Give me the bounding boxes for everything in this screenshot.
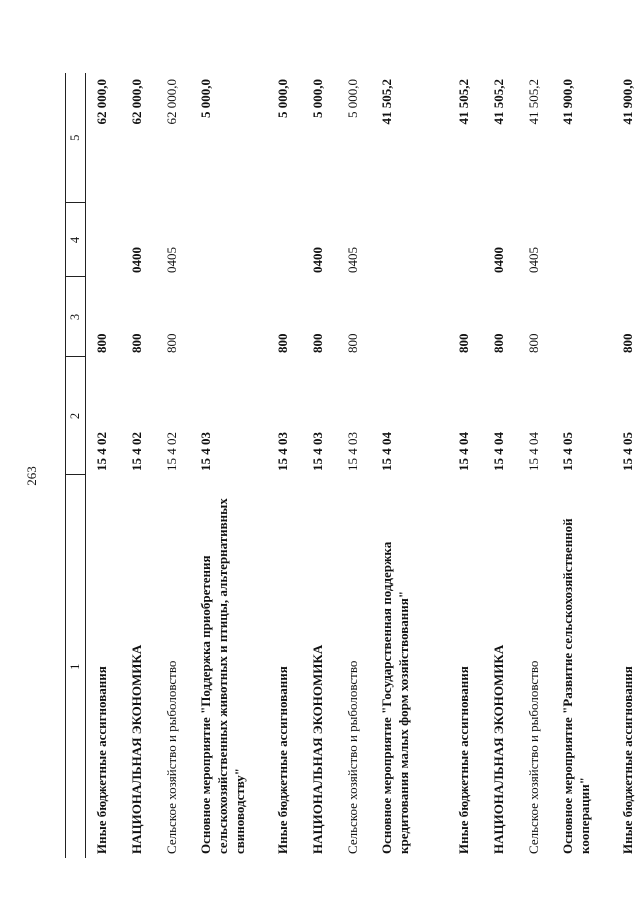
row-name: НАЦИОНАЛЬНАЯ ЭКОНОМИКА — [491, 644, 506, 854]
table-row — [337, 73, 372, 858]
row-expense-type — [191, 277, 267, 357]
row-section: 0405 — [164, 247, 179, 273]
row-section: 0405 — [526, 247, 541, 273]
row-name: Сельское хозяйство и рыболовство — [164, 660, 179, 854]
row-amount: 41 505,2 — [526, 79, 541, 125]
row-expense-type: 800 — [526, 333, 541, 353]
table-row — [448, 73, 483, 858]
row-name: Сельское хозяйство и рыболовство — [345, 660, 360, 854]
row-amount: 5 000,0 — [275, 79, 290, 118]
column-header-1: 1 — [66, 475, 86, 858]
row-code: 15 4 04 — [526, 432, 541, 471]
row-code: 15 4 03 — [275, 432, 290, 471]
table-body — [86, 73, 640, 858]
column-header-2: 2 — [66, 357, 86, 475]
row-section — [372, 203, 448, 277]
table-row — [267, 73, 302, 858]
table-row — [483, 73, 518, 858]
row-code: 15 4 02 — [129, 432, 144, 471]
row-code: 15 4 05 — [560, 432, 575, 471]
row-expense-type: 800 — [310, 333, 325, 353]
row-section: 0405 — [345, 247, 360, 273]
row-amount: 5 000,0 — [198, 79, 213, 118]
row-name: Основное мероприятие "Государственная поддержка кредитования малых форм хозяйствования" — [379, 541, 411, 854]
row-section — [553, 203, 612, 277]
budget-table — [65, 73, 640, 858]
row-section — [267, 203, 302, 277]
row-amount: 5 000,0 — [345, 79, 360, 118]
table-row — [612, 73, 640, 858]
row-section — [448, 203, 483, 277]
row-name: НАЦИОНАЛЬНАЯ ЭКОНОМИКА — [129, 644, 144, 854]
column-header-4: 4 — [66, 203, 86, 277]
column-header-3: 3 — [66, 277, 86, 357]
row-name: Иные бюджетные ассигнования — [620, 666, 635, 854]
row-name: Основное мероприятие "Поддержка приобретения сельскохозяйственных животных и птицы, альтернативных свиноводству" — [198, 498, 247, 854]
row-amount: 41 505,2 — [491, 79, 506, 125]
row-amount: 41 505,2 — [379, 79, 394, 125]
row-amount: 62 000,0 — [129, 79, 144, 125]
row-expense-type — [372, 277, 448, 357]
row-expense-type: 800 — [275, 333, 290, 353]
page-number-text: 263 — [24, 466, 39, 486]
row-code: 15 4 03 — [345, 432, 360, 471]
row-code: 15 4 02 — [164, 432, 179, 471]
table-header-row — [66, 73, 86, 858]
row-expense-type: 800 — [620, 333, 635, 353]
row-expense-type — [553, 277, 612, 357]
row-amount: 41 900,0 — [560, 79, 575, 125]
row-expense-type: 800 — [456, 333, 471, 353]
row-code: 15 4 05 — [620, 432, 635, 471]
row-code: 15 4 02 — [94, 432, 109, 471]
row-amount: 41 505,2 — [456, 79, 471, 125]
column-header-5: 5 — [66, 73, 86, 203]
row-code: 15 4 03 — [198, 432, 213, 471]
table-row — [156, 73, 191, 858]
row-section: 0400 — [129, 247, 144, 273]
row-code: 15 4 04 — [456, 432, 471, 471]
row-code: 15 4 04 — [491, 432, 506, 471]
table-row — [121, 73, 156, 858]
row-section: 0400 — [310, 247, 325, 273]
row-section — [86, 203, 122, 277]
row-code: 15 4 03 — [310, 432, 325, 471]
table-row — [518, 73, 553, 858]
table-row — [553, 73, 612, 858]
row-expense-type: 800 — [345, 333, 360, 353]
row-expense-type: 800 — [94, 333, 109, 353]
row-name: Основное мероприятие "Развитие сельскохозяйственной кооперации" — [560, 518, 592, 854]
table-row — [191, 73, 267, 858]
row-section — [612, 203, 640, 277]
table-row — [372, 73, 448, 858]
row-amount: 41 900,0 — [620, 79, 635, 125]
row-name: Иные бюджетные ассигнования — [456, 666, 471, 854]
row-section: 0400 — [491, 247, 506, 273]
row-amount: 5 000,0 — [310, 79, 325, 118]
row-expense-type: 800 — [164, 333, 179, 353]
row-name: НАЦИОНАЛЬНАЯ ЭКОНОМИКА — [310, 644, 325, 854]
row-expense-type: 800 — [491, 333, 506, 353]
table-row — [86, 73, 122, 858]
row-section — [191, 203, 267, 277]
row-name: Иные бюджетные ассигнования — [275, 666, 290, 854]
row-code: 15 4 04 — [379, 432, 394, 471]
row-expense-type: 800 — [129, 333, 144, 353]
table-row — [302, 73, 337, 858]
row-amount: 62 000,0 — [164, 79, 179, 125]
row-name: Сельское хозяйство и рыболовство — [526, 660, 541, 854]
row-amount: 62 000,0 — [94, 79, 109, 125]
rotated-table-page — [65, 73, 635, 858]
row-name: Иные бюджетные ассигнования — [94, 666, 109, 854]
